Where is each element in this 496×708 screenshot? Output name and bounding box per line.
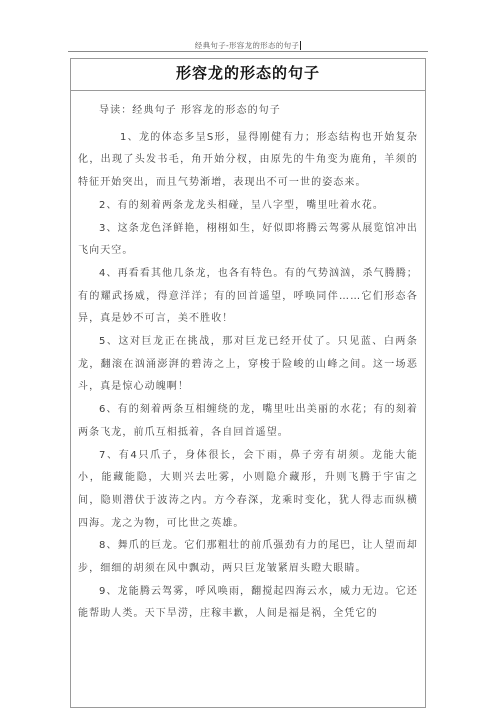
text-cursor: [300, 41, 301, 50]
paragraph-3: 3、这条龙色泽鲜艳，栩栩如生，好似即将腾云驾雾从展览馆冲出飞向天空。: [78, 222, 418, 257]
header-divider: [68, 51, 428, 52]
paragraph-9: 9、龙能腾云驾雾，呼风唤雨，翻搅起四海云水，威力无边。它还能帮助人类。天下旱涝，庄稼丰歉，人间是福是祸，全凭它的: [78, 585, 418, 620]
paragraph-4: 4、再看看其他几条龙，也各有特色。有的气势汹汹，杀气腾腾；有的耀武扬威，得意洋洋；有的回首遥望，呼唤同伴……它们形态各异，真是妙不可言，美不胜收！: [78, 267, 418, 325]
intro-line: 导读：经典句子 形容龙的形态的句子: [99, 105, 281, 116]
paragraph-5: 5、这对巨龙正在挑战，那对巨龙已经开仗了。只见蓝、白两条龙，翻滚在汹涌澎湃的碧涛之上，穿梭于险峻的山峰之间。这一场恶斗，真是惊心动魄啊！: [78, 336, 418, 393]
title-divider: [70, 90, 426, 91]
paragraph-6: 6、有的刻着两条互相缠绕的龙，嘴里吐出美丽的水花；有的刻着两条飞龙，前爪互相抵着，各自回首遥望。: [78, 404, 418, 438]
paragraph-1: 1、龙的体态多呈S形，显得刚健有力；形态结构也开始复杂化，出现了头发书毛，角开始分杈，由原先的牛角变为鹿角，羊须的特征开始突出，而且气势渐增，表现出不可一世的姿态来。: [78, 131, 418, 189]
article-body: [78, 100, 418, 626]
running-header: [0, 40, 496, 51]
paragraph-8: 8、舞爪的巨龙。它们那粗壮的前爪强劲有力的尾巴，让人望而却步，细细的胡须在风中飘动，两只巨龙皱紧眉头瞪大眼睛。: [78, 540, 418, 575]
running-header-text: 经典句子-形容龙的形态的句子: [194, 41, 300, 50]
paragraph-2: 2、有的刻着两条龙龙头相碰，呈八字型，嘴里吐着水花。: [99, 199, 384, 211]
page-title: 形容龙的形态的句子: [175, 64, 320, 82]
paragraph-7: 7、有4只爪子，身体很长，会下雨，鼻子旁有胡须。龙能大能小，能藏能隐，大则兴去吐雾，小则隐介藏形，升则飞腾于宇宙之间，隐则潜伏于波涛之内。方今春深，龙乘时变化，犹人得志而纵横四海。龙之为物，可比世之英雄。: [78, 449, 418, 529]
